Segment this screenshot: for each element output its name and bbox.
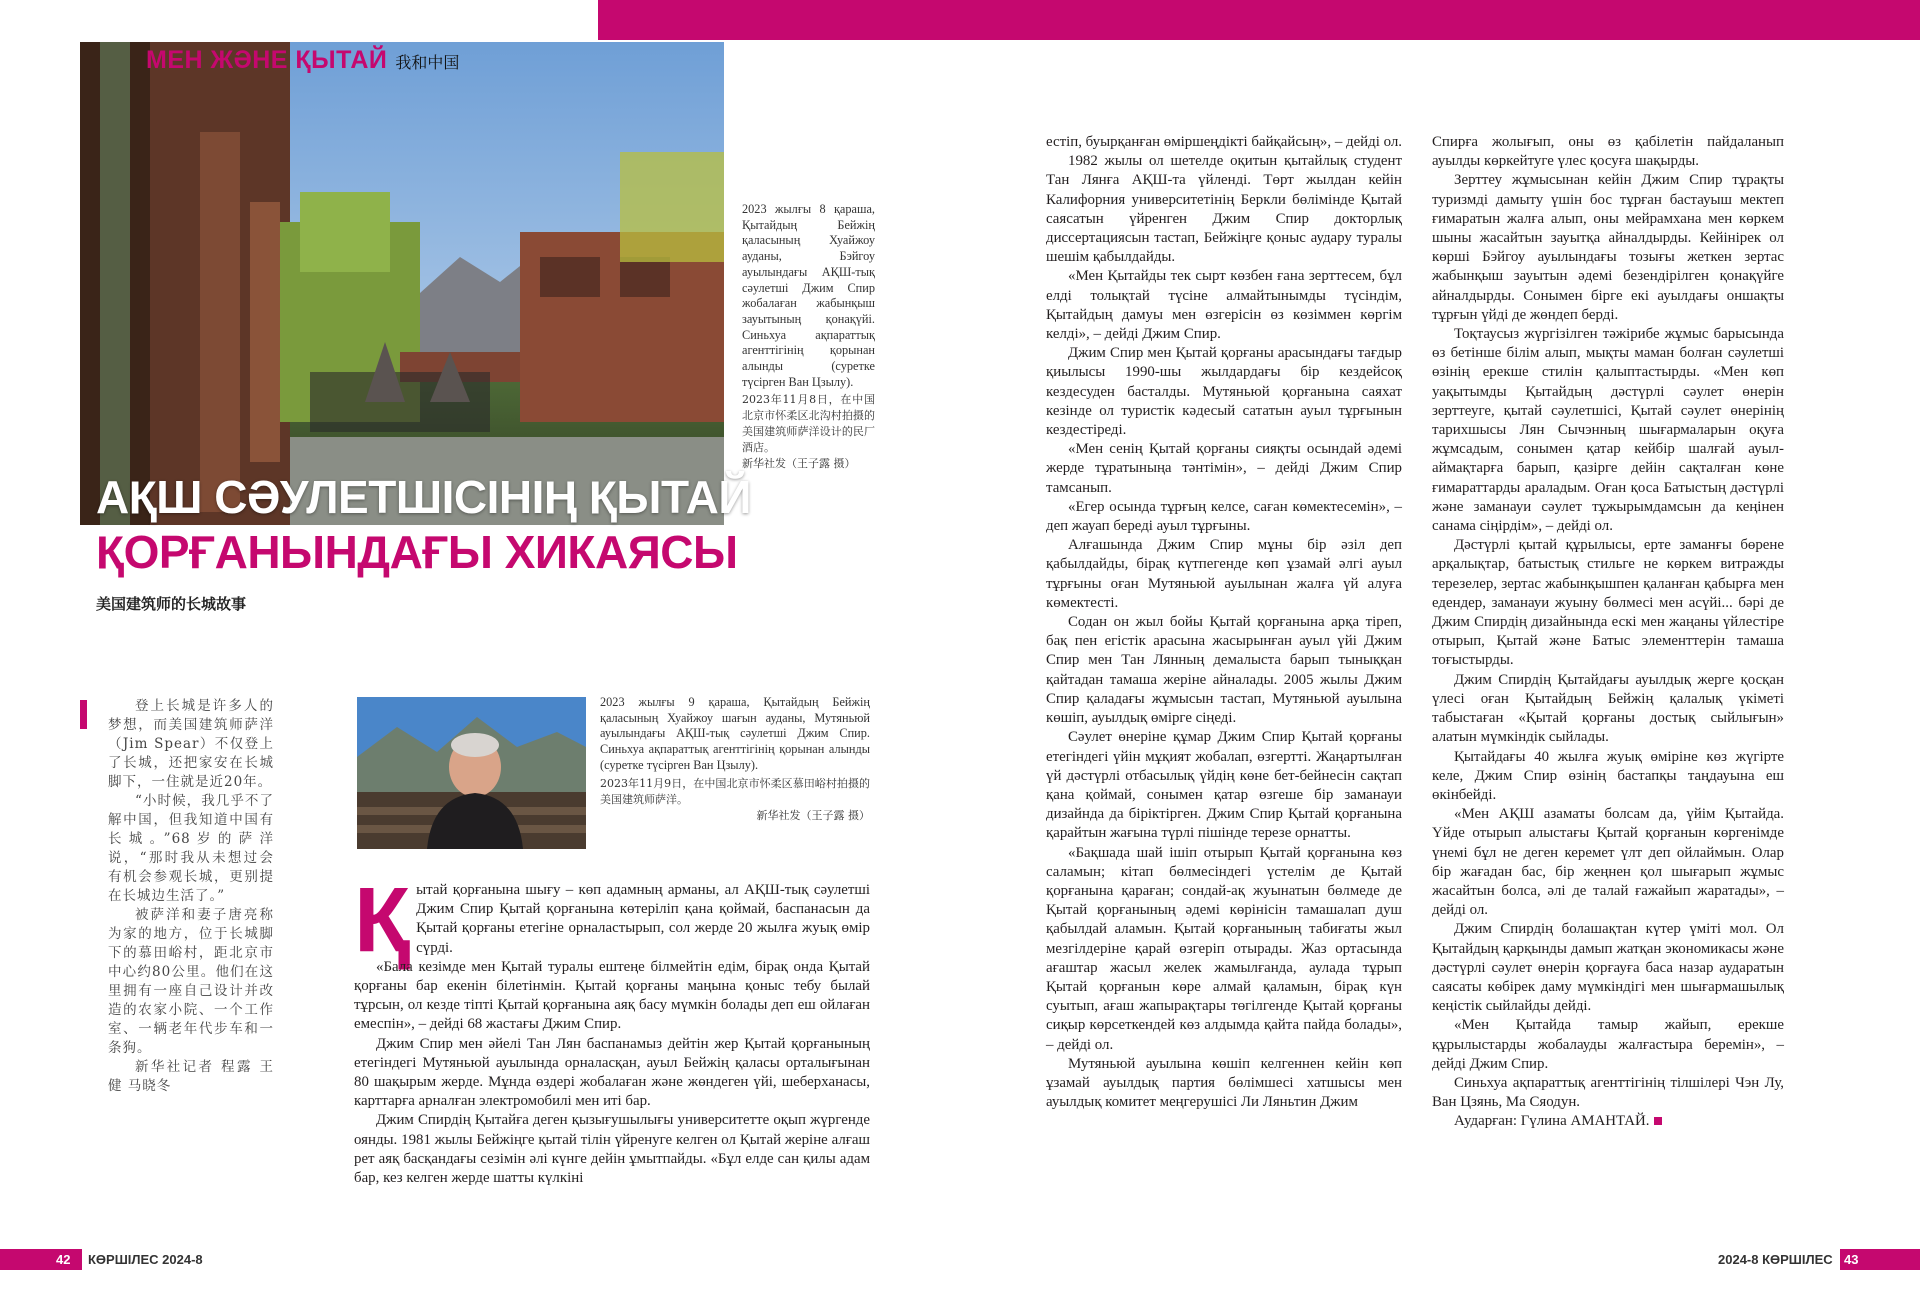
hero-caption-kz: 2023 жылғы 8 қараша, Қытайдың Бейжің қаласының Хуайжоу ауданы, Бэйгоу ауылындағы АҚШ-тық сәулетші Джим Спир жобалаған жабынқыш зауытының қонақүйі. Синьхуа ақпараттық агенттігінің қорынан алынды (суретке түсірген Ван Цзылу). bbox=[742, 202, 875, 389]
page-number-left: 42 bbox=[56, 1252, 71, 1267]
article-lead-paragraph: ытай қорғанына шығу – көп адамның арманы, ал АҚШ-тық сәулетші Джим Спир Қытай қорғанына көтеріліп қана қоймай, баспанасын да Қытай қорғаны етегіне орналастырып, сол жерде 20 жылға жуық өмір сүрді. bbox=[416, 882, 870, 956]
translator-text: Аударған: Гүлина АМАНТАЙ. bbox=[1454, 1113, 1650, 1130]
portrait-caption bbox=[600, 695, 870, 823]
headline-line-2: ҚОРҒАНЫНДАҒЫ ХИКАЯСЫ bbox=[96, 526, 738, 578]
article-paragraph: Спирға жолығып, оны өз қабілетін пайдаланып ауылды көркейтуге үлес қосуға шақырды. bbox=[1432, 134, 1784, 170]
article-paragraph: Джим Спирдің Қытайға деген қызығушылығы университетте оқып жүргенде оянды. 1981 жылы Бейжіңге қытай тілін үйренуге келген ол Қытай жеріне алғаш рет аяқ басқандағы сезімін әлі күнге дейін ұмытпайды. «Бұл елде сан қилы адам бар, кез келген жерде шатты күлкіні bbox=[354, 1112, 870, 1187]
section-header bbox=[146, 46, 459, 75]
article-paragraph: Синьхуа ақпараттық агенттігінің тілшілері Чэн Лу, Ван Цзянь, Ма Сяодун. bbox=[1432, 1074, 1784, 1111]
chinese-paragraph: “小时候，我几乎不了解中国，但我知道中国有长城。”68岁的萨洋说，“那时我从未想过会有机会参观长城，更别提在长城边生活了。” bbox=[108, 793, 274, 904]
chinese-paragraph: 被萨洋和妻子唐亮称为家的地方，位于长城脚下的慕田峪村，距北京市中心约80公里。他们在这里拥有一座自己设计并改造的农家小院、一个工作室、一辆老年代步车和一条狗。 bbox=[108, 907, 274, 1056]
top-accent-bar bbox=[598, 0, 1920, 40]
portrait-caption-credit: 新华社发（王子露 摄） bbox=[756, 808, 870, 822]
article-paragraph: Джим Спирдің болашақтан күтер үміті мол. Ол Қытайдың қарқынды дамып жатқан экономикасы және дәстүрлі сәулет өнерін қорғауға баса назар аударатын саясаты көбірек даму мүмкіндігі мен шығармашылық кеңістік сыйлайды дейді. bbox=[1432, 921, 1784, 1015]
article-paragraph: «Бақшада шай ішіп отырып Қытай қорғанына көз саламын; кітап бөлмесіндегі үстелім де Қытай қорғанына қараған; сондай-ақ жуынатын бөлмеде де Қытай қорғанының әдемі көрінісін тамашалап душ қабылдай аламын. Қытай қорғанының табиғаты жыл мезгілдеріне қарай өзгеріп отырады. Жаз ортасында ағаштар жасыл желек жамылғанда, аулада тұрып Қытай қорғанын көре алмай қаламын, бірақ күн суытып, ағаш жапырақтары төгілгенде Қытай қорғаны сиқыр көрсеткендей көз алдымда қайта пайда болады», – дейді ол. bbox=[1046, 844, 1402, 1053]
article-paragraph: Тоқтаусыз жүргізілген тәжірибе жұмыс барысында өз бетінше білім алып, мықты маман болған сәулетші өзінің ерекше стилін қалыптастырды. «Мен көп уақытымды Қытайдың дәстүрлі сәулет өнерін зерттеуге, қытай сәулетшісі, Қытай сәулет өнерінің тарихшысы Лян Сычэнның шығармаларын оқуға жұмсадым, сонымен қатар кейбір шалғай ауыл-аймақтарға барып, қазірге дейін сақталған көне ғимараттарды араладым. Оған қоса Батыстың дәстүрлі және заманауи сәулет тұжырымдамсын да кеңінен санама сіңірдім», – дейді ол. bbox=[1432, 326, 1784, 535]
article-column-1 bbox=[354, 869, 870, 1188]
article-paragraph: Сәулет өнеріне құмар Джим Спир Қытай қорғаны етегіндегі үйін мұқият жобалап, өзгертті. Жаңартылған үй дәстүрлі отбасылық үйдің көне бет-бейнесін сақтап қана қоймай, сонымен қатар өзгеше бір заманауи дизайнда да біріктірген. Джим Спир Қытай қорғанына қарайтын жағына түрлі пішінде терезе орнатты. bbox=[1046, 729, 1402, 842]
hero-photo bbox=[80, 42, 724, 525]
article-paragraph: «Бала кезімде мен Қытай туралы ештеңе білмейтін едім, бірақ онда Қытай қорғаны бар екенін білетінмін. Қытай қорғаны маңына қоныс тебу былай тұрсын, ол кезде тіпті Қытай қорғанына аяқ басу мүмкін болады деп еш ойлаған емеспін», – дейді 68 жастағы Джим Спир. bbox=[354, 958, 870, 1033]
article-paragraph: Зерттеу жұмысынан кейін Джим Спир тұрақты туризмді дамыту үшін бос тұрған бастауыш мектеп ғимаратын жалға алып, оны мейрамхана мен көркем шыны жасайтын зауытқа айналдырды. Кейінірек ол көрші Бэйгоу ауылындағы тозығы жеткен зертас жабынқыш зауытын әдемі безендірілген қонақүйге айналдырды. Сонымен бірге екі ауылдағы оншақты тұрғын үйді де жөндеп берді. bbox=[1432, 172, 1784, 323]
article-paragraph: «Мен Қытайда тамыр жайып, ерекше құрылыстарды жобалауды жалғастыра беремін», – дейді Джим Спир. bbox=[1432, 1017, 1784, 1072]
article-paragraph: Алғашында Джим Спир мұны бір әзіл деп қабылдайды, бірақ күтпегенде көп ұзамай әлгі ауыл тұрғыны оған Мутяньюй ауылынан жалға үй алуға көмектесті. bbox=[1046, 537, 1402, 611]
article-paragraph: естіп, буырқанған өміршеңдікті байқайсың», – дейді ол. bbox=[1046, 134, 1402, 150]
article-paragraph: «Мен сенің Қытай қорғаны сияқты осындай әдемі жерде тұратыныңа тәнтімін», – дейді Джим Спир тамсанып. bbox=[1046, 441, 1402, 496]
chinese-column bbox=[108, 697, 274, 1096]
article-column-3 bbox=[1432, 133, 1784, 1132]
article-paragraph: 1982 жылы ол шетелде оқитын қытайлық студент Тан Лянға АҚШ-та үйленді. Төрт жылдан кейін Калифорния университетінің Беркли бөлімінде Қытай саясатын үйренген Джим Спир докторлық диссертациясын тастап, Бейжіңге қоныс аудару туралы шешім қабылдайды. bbox=[1046, 153, 1402, 266]
article-column-2 bbox=[1046, 133, 1402, 1112]
section-title-cn: 我和中国 bbox=[395, 53, 460, 72]
article-paragraph: Джим Спир мен Қытай қорғаны арасындағы тағдыр қиылысы 1990-шы жылдардағы бір кездейсоқ кездесуден басталды. Мутяньюй қорғанына саяхат кезінде ол туристік кәдесый сататын ауыл тұрғынын кездестіреді. bbox=[1046, 345, 1402, 439]
footer-text-right: 2024-8 КӨРШІЛЕС bbox=[1718, 1252, 1833, 1267]
article-paragraph: Джим Спир мен әйелі Тан Лян баспанамыз дейтін жер Қытай қорғанының етегіндегі Мутяньюй ауылында орналасқан, ауыл Бейжің қаласы орталығынан 80 шақырым жерде. Мұнда өздері жобалаған және жөндеген үйі, шеберханасы, карттарға арналған электромобилі мен иті бар. bbox=[354, 1035, 870, 1110]
portrait-photo bbox=[357, 697, 586, 849]
article-paragraph: «Мен Қытайды тек сырт көзбен ғана зерттесем, бұл елді толықтай түсіне алмайтынымды түсіндім, Қытайдың дамуы мен өзгерісін өз көзіммен көргім келді», – дейді Джим Спир. bbox=[1046, 268, 1402, 343]
portrait-caption-kz: 2023 жылғы 9 қараша, Қытайдың Бейжің қаласының Хуайжоу шағын ауданы, Мутяньюй ауылындағы АҚШ-тық сәулетші Джим Спир. Синьхуа ақпараттық агенттігінің қорынан алынды (суретке түсірген Ван Цзылу). bbox=[600, 695, 870, 772]
page-number-right: 43 bbox=[1844, 1252, 1859, 1267]
hero-caption bbox=[742, 202, 875, 472]
hero-caption-credit: 新华社发（王子露 摄） bbox=[742, 457, 856, 471]
hero-caption-cn: 2023年11月8日，在中国北京市怀柔区北沟村拍摄的美国建筑师萨洋设计的民厂酒店。 bbox=[742, 393, 875, 455]
article-paragraph: «Мен АҚШ азаматы болсам да, үйім Қытайда. Үйде отырып алыстағы Қытай қорғанын көргенімде үнемі бұл не деген керемет үлт деп ойлаймын. Олар бір жағадан бас, бір жеңнен қол шығарып жұмыс жасайтын болса, әлі де талай ғажайып жаратады», – дейді ол. bbox=[1432, 806, 1784, 919]
chinese-byline: 新华社记者 程露 王健 马晓冬 bbox=[108, 1059, 274, 1094]
translator-credit bbox=[1432, 1112, 1784, 1131]
headline-line-1: АҚШ СӘУЛЕТШІСІНІҢ ҚЫТАЙ bbox=[96, 471, 751, 523]
drop-cap: Қ bbox=[354, 869, 411, 971]
article-paragraph: «Егер осында тұрғың келсе, саған көмектесемін», – деп жауап береді ауыл тұрғыны. bbox=[1046, 498, 1402, 535]
portrait-caption-cn: 2023年11月9日，在中国北京市怀柔区慕田峪村拍摄的美国建筑师萨洋。 bbox=[600, 776, 870, 806]
article-paragraph: Содан он жыл бойы Қытай қорғанына арқа тіреп, бақ пен егістік арасына жасырынған ауыл үйі Джим Спир мен Тан Лянның демалыста барып тыныққан қайтадан тамаша жеріне айналады. 2005 жылы Джим Спир қаладағы жұмысын тастап, Мутяньюй ауылына көшіп, ауылдық өмірге сіңеді. bbox=[1046, 614, 1402, 727]
article-paragraph: Джим Спирдің Қытайдағы ауылдық жерге қосқан үлесі оған Қытайдың Бейжің қалалық үкіметі табыстаған «Қытай қорғаны достық сыйлығын» алатын мүмкіндік сыйлады. bbox=[1432, 671, 1784, 746]
footer-text-left: КӨРШІЛЕС 2024-8 bbox=[88, 1252, 203, 1267]
article-paragraph: Дәстүрлі қытай құрылысы, ерте заманғы бөрене арқалықтар, батыстық стильге не көркем витражды терезелер, зертас жабынқышпен қаланған қабырға мен едендер, заманауи жуыну бөлмесі мен асүйі... бәрі де Джим Спирдің дизайнында ескі мен жаңаны үйлестіре отырып, Қытай және Батыс элементтерін тамаша тоғыстырды. bbox=[1432, 537, 1784, 669]
chinese-paragraph: 登上长城是许多人的梦想，而美国建筑师萨洋（Jim Spear）不仅登上了长城，还把家安在长城脚下，一住就是近20年。 bbox=[108, 698, 274, 790]
section-title-kz: МЕН ЖӘНЕ ҚЫТАЙ bbox=[146, 46, 388, 74]
end-mark-icon bbox=[1654, 1117, 1662, 1125]
chinese-column-marker bbox=[80, 700, 87, 729]
article-paragraph: Қытайдағы 40 жылға жуық өміріне көз жүгірте келе, Джим Спир өзінің бастапқы таңдауына еш өкінбейді. bbox=[1432, 748, 1784, 803]
article-paragraph: Мутяньюй ауылына көшіп келгеннен кейін көп ұзамай ауылдық партия бөлімшесі хатшысы мен ауылдық комитет меңгерушісі Ли Ляньтин Джим bbox=[1046, 1055, 1402, 1111]
headline-subtitle-cn: 美国建筑师的长城故事 bbox=[96, 595, 247, 613]
